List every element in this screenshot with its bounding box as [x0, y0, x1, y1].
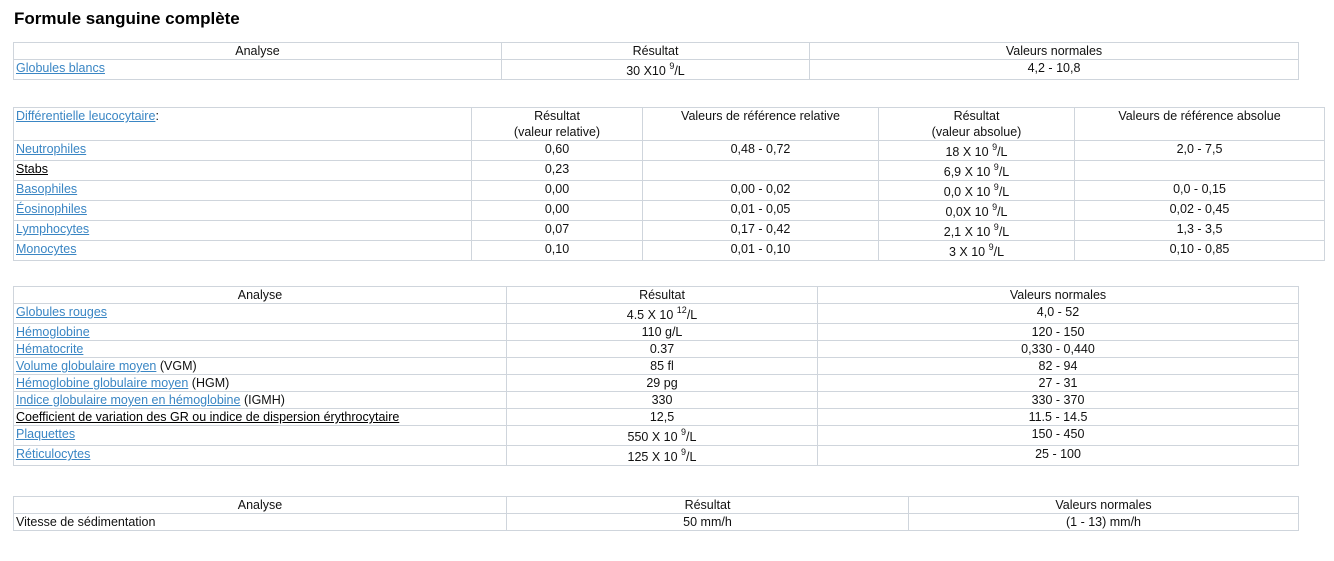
analysis-abbreviation: (HGM) — [188, 376, 230, 390]
rbc-table — [13, 286, 1299, 466]
header-line: (valeur relative) — [513, 125, 601, 139]
result-unit: /L — [998, 165, 1010, 179]
column-header: Valeurs normales — [818, 287, 1299, 304]
table-row — [14, 341, 1299, 358]
analysis-abbreviation: (VGM) — [156, 359, 197, 373]
result-value: 30 X10 — [626, 64, 670, 78]
result-value: 125 X 10 — [627, 450, 682, 464]
result-cell — [507, 304, 818, 324]
result-exponent: 9 — [993, 181, 999, 192]
value-with-exponent — [944, 181, 1010, 200]
column-header-relative-reference: Valeurs de référence relative — [643, 108, 879, 141]
analysis-cell — [14, 304, 507, 324]
result-cell: 50 mm/h — [507, 514, 909, 531]
header-line: (valeur absolue) — [931, 125, 1022, 139]
table-row — [14, 304, 1299, 324]
result-unit: /L — [686, 450, 697, 464]
value-with-exponent — [627, 304, 698, 323]
relative-reference-cell: 0,48 - 0,72 — [643, 141, 879, 161]
result-exponent: 9 — [992, 141, 998, 152]
relative-result-cell: 0,60 — [472, 141, 643, 161]
analysis-cell: Vitesse de sédimentation — [14, 514, 507, 531]
result-value: 0,0 X 10 — [943, 185, 994, 199]
result-exponent: 12 — [676, 304, 687, 315]
column-header: Analyse — [14, 43, 502, 60]
analysis-link[interactable]: Réticulocytes — [16, 447, 91, 461]
relative-reference-cell: 0,17 - 0,42 — [643, 221, 879, 241]
table-row — [14, 446, 1299, 466]
result-value: 6,9 X 10 — [943, 165, 994, 179]
value-with-exponent — [949, 241, 1004, 260]
table-row — [14, 221, 1325, 241]
relative-result-cell: 0,00 — [472, 181, 643, 201]
analysis-link[interactable]: Basophiles — [16, 182, 78, 196]
table-row — [14, 181, 1325, 201]
relative-result-cell: 0,10 — [472, 241, 643, 261]
analysis-link[interactable]: Indice globulaire moyen en hémoglobine — [16, 393, 241, 407]
result-exponent: 9 — [988, 241, 994, 252]
value-with-exponent — [944, 221, 1010, 240]
analysis-link[interactable]: Globules rouges — [16, 305, 108, 319]
rbc-rows — [14, 304, 1299, 466]
relative-reference-cell — [643, 161, 879, 181]
value-with-exponent — [944, 161, 1010, 180]
absolute-reference-cell: 2,0 - 7,5 — [1075, 141, 1325, 161]
header-line: Résultat — [953, 109, 1000, 123]
table-row — [14, 141, 1325, 161]
normal-range-cell: 330 - 370 — [818, 392, 1299, 409]
differential-table — [13, 107, 1325, 261]
page-title: Formule sanguine complète — [14, 9, 240, 28]
absolute-reference-cell: 0,0 - 0,15 — [1075, 181, 1325, 201]
analysis-label: Coefficient de variation des GR ou indice de dispersion érythrocytaire — [16, 410, 400, 424]
absolute-result-cell — [879, 161, 1075, 181]
column-header-relative-result — [472, 108, 643, 141]
analysis-link[interactable]: Lymphocytes — [16, 222, 90, 236]
table-row — [14, 241, 1325, 261]
table-row — [14, 358, 1299, 375]
table-row — [14, 409, 1299, 426]
analysis-cell — [14, 60, 502, 80]
table-row — [14, 514, 1299, 531]
analysis-link[interactable]: Hémoglobine globulaire moyen — [16, 376, 189, 390]
result-exponent: 9 — [681, 446, 687, 457]
differential-header-link[interactable]: Différentielle leucocytaire — [16, 109, 156, 123]
analysis-cell — [14, 358, 507, 375]
result-unit: /L — [686, 430, 697, 444]
result-cell: 0.37 — [507, 341, 818, 358]
result-unit: /L — [686, 308, 698, 322]
table-header-row — [14, 108, 1325, 141]
analysis-cell — [14, 409, 507, 426]
result-cell: 85 fl — [507, 358, 818, 375]
analysis-cell — [14, 426, 507, 446]
result-exponent: 9 — [993, 161, 999, 172]
table-row — [14, 201, 1325, 221]
column-header-absolute-result — [879, 108, 1075, 141]
result-cell: 12,5 — [507, 409, 818, 426]
result-exponent: 9 — [681, 426, 687, 437]
table-row — [14, 426, 1299, 446]
normal-range-cell: 27 - 31 — [818, 375, 1299, 392]
normal-range-cell: 4,0 - 52 — [818, 304, 1299, 324]
absolute-result-cell — [879, 141, 1075, 161]
value-with-exponent — [945, 141, 1007, 160]
analysis-cell — [14, 241, 472, 261]
analysis-link[interactable]: Éosinophiles — [16, 202, 87, 216]
column-header: Résultat — [507, 497, 909, 514]
normal-range-cell: 0,330 - 0,440 — [818, 341, 1299, 358]
analysis-cell — [14, 141, 472, 161]
analysis-link[interactable]: Monocytes — [16, 242, 77, 256]
result-unit: /L — [997, 205, 1008, 219]
relative-reference-cell: 0,01 - 0,05 — [643, 201, 879, 221]
analysis-cell — [14, 324, 507, 341]
differential-rows — [14, 141, 1325, 261]
absolute-result-cell — [879, 241, 1075, 261]
table-header-row — [14, 287, 1299, 304]
absolute-result-cell — [879, 201, 1075, 221]
column-header: Analyse — [14, 497, 507, 514]
analysis-cell — [14, 392, 507, 409]
analysis-cell — [14, 181, 472, 201]
column-header: Analyse — [14, 287, 507, 304]
analysis-cell — [14, 341, 507, 358]
analysis-link[interactable]: Plaquettes — [16, 427, 76, 441]
value-with-exponent — [945, 201, 1007, 220]
value-with-exponent — [628, 426, 697, 445]
relative-result-cell: 0,23 — [472, 161, 643, 181]
absolute-reference-cell: 0,10 - 0,85 — [1075, 241, 1325, 261]
normal-range-cell: 150 - 450 — [818, 426, 1299, 446]
esr-table — [13, 496, 1299, 531]
table-row — [14, 392, 1299, 409]
analysis-cell — [14, 221, 472, 241]
result-unit: /L — [993, 245, 1005, 259]
result-exponent: 9 — [669, 60, 675, 71]
result-value: 0,0X 10 — [945, 205, 993, 219]
analysis-cell — [14, 375, 507, 392]
analysis-cell — [14, 446, 507, 466]
differential-header-cell — [14, 108, 472, 141]
analysis-cell — [14, 201, 472, 221]
result-cell: 330 — [507, 392, 818, 409]
result-unit: /L — [674, 64, 685, 78]
analysis-abbreviation: (IGMH) — [240, 393, 285, 407]
wbc-table — [13, 42, 1299, 80]
normal-range-cell: 25 - 100 — [818, 446, 1299, 466]
table-header-row — [14, 43, 1299, 60]
absolute-reference-cell — [1075, 161, 1325, 181]
column-header: Valeurs normales — [810, 43, 1299, 60]
result-cell — [507, 426, 818, 446]
absolute-result-cell — [879, 181, 1075, 201]
relative-result-cell: 0,00 — [472, 201, 643, 221]
column-header: Résultat — [502, 43, 810, 60]
table-row — [14, 161, 1325, 181]
table-row — [14, 60, 1299, 80]
result-value: 18 X 10 — [945, 145, 993, 159]
analysis-label: Stabs — [16, 162, 48, 176]
relative-result-cell: 0,07 — [472, 221, 643, 241]
result-exponent: 9 — [993, 221, 999, 232]
absolute-reference-cell: 0,02 - 0,45 — [1075, 201, 1325, 221]
analysis-link[interactable]: Volume globulaire moyen — [16, 359, 157, 373]
table-row — [14, 375, 1299, 392]
value-with-exponent — [628, 446, 697, 465]
table-header-row — [14, 497, 1299, 514]
table-row — [14, 324, 1299, 341]
normal-range-cell: 4,2 - 10,8 — [810, 60, 1299, 80]
result-cell — [502, 60, 810, 80]
normal-range-cell: 82 - 94 — [818, 358, 1299, 375]
column-header: Résultat — [507, 287, 818, 304]
header-line: Résultat — [534, 109, 580, 123]
result-unit: /L — [998, 225, 1010, 239]
result-value: 2,1 X 10 — [943, 225, 994, 239]
absolute-result-cell — [879, 221, 1075, 241]
result-value: 550 X 10 — [627, 430, 682, 444]
normal-range-cell: 120 - 150 — [818, 324, 1299, 341]
result-exponent: 9 — [992, 201, 998, 212]
relative-reference-cell: 0,00 - 0,02 — [643, 181, 879, 201]
analysis-link[interactable]: Hématocrite — [16, 342, 84, 356]
result-cell: 110 g/L — [507, 324, 818, 341]
result-unit: /L — [998, 185, 1010, 199]
normal-range-cell: 11.5 - 14.5 — [818, 409, 1299, 426]
result-cell — [507, 446, 818, 466]
header-colon: : — [155, 109, 159, 123]
analysis-link-globules-blancs[interactable]: Globules blancs — [16, 61, 105, 75]
column-header: Valeurs normales — [909, 497, 1299, 514]
analysis-link[interactable]: Neutrophiles — [16, 142, 87, 156]
result-value: 3 X 10 — [948, 245, 989, 259]
analysis-cell — [14, 161, 472, 181]
absolute-reference-cell: 1,3 - 3,5 — [1075, 221, 1325, 241]
analysis-link[interactable]: Hémoglobine — [16, 325, 90, 339]
relative-reference-cell: 0,01 - 0,10 — [643, 241, 879, 261]
result-unit: /L — [997, 145, 1008, 159]
result-value: 4.5 X 10 — [626, 308, 677, 322]
normal-range-cell: (1 - 13) mm/h — [909, 514, 1299, 531]
column-header-absolute-reference: Valeurs de référence absolue — [1075, 108, 1325, 141]
result-cell: 29 pg — [507, 375, 818, 392]
